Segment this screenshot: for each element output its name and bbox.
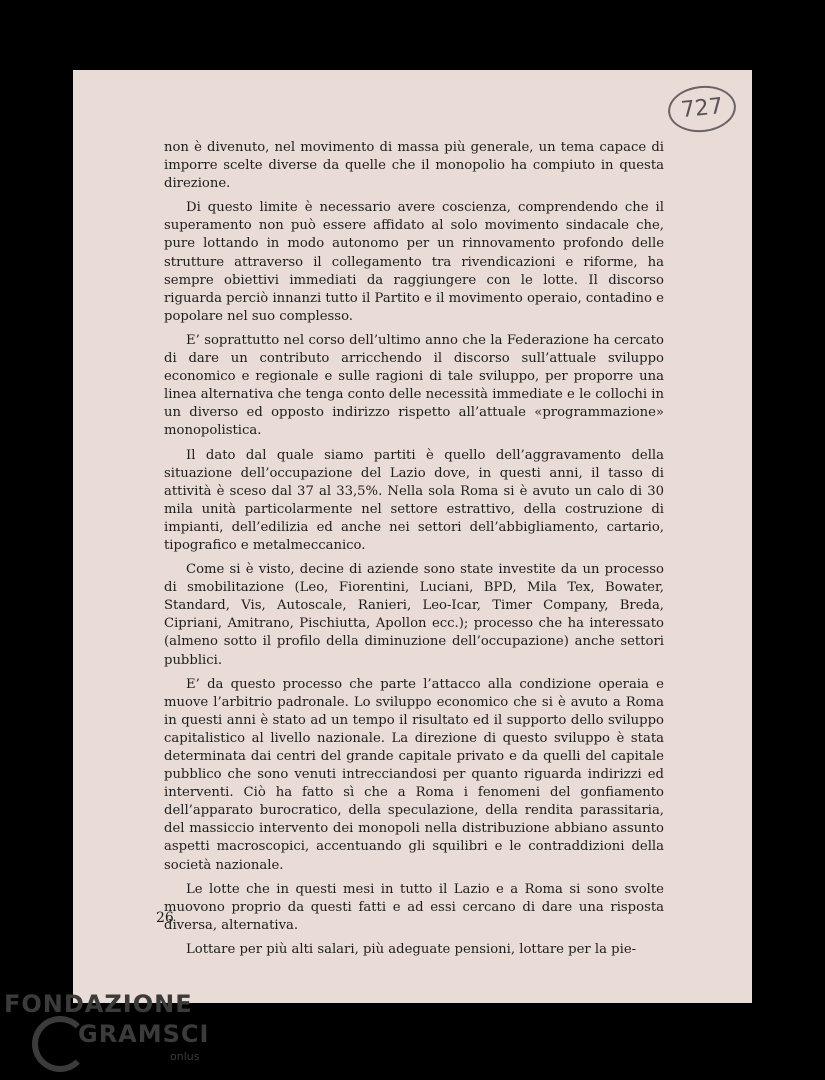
paragraph: non è divenuto, nel movimento di massa più generale, un tema capace di imporre scelte diverse da quelle che il monopolio ha compiuto in questa direzione. — [164, 140, 664, 192]
body-text — [164, 139, 664, 965]
watermark-line1: FONDAZIONE — [4, 990, 193, 1018]
paragraph: Di questo limite è necessario avere coscienza, comprendendo che il superamento non può essere affidato al solo movimento sindacale che, pure lottando in modo autonomo per un rinnovamento profondo delle strutture attraverso il collegamento tra rivendicazioni e riforme, ha sempre obiettivi immediati da raggiungere con le lotte. Il discorso riguarda perciò innanzi tutto il Partito e il movimento operaio, contadino e popolare nel suo complesso. — [164, 200, 664, 324]
paragraph: E’ soprattutto nel corso dell’ultimo anno che la Federazione ha cercato di dare un contributo arricchendo il discorso sull’attuale sviluppo economico e regionale e sulle ragioni di tale sviluppo, per proporre una linea alternativa che tenga conto delle necessità immediate e le collochi in un diverso ed opposto indirizzo rispetto all’attuale «programmazione» monopolistica. — [164, 332, 664, 439]
page-number: 26 — [156, 910, 174, 926]
watermark-mark — [32, 1014, 210, 1074]
paragraph: Come si è visto, decine di aziende sono state investite da un processo di smobilitazione (Leo, Fiorentini, Luciani, BPD, Mila Tex, Bowater, Standard, Vis, Autoscale, Ranieri, Leo-Icar, Timer Company, Breda, Cipriani, Amitrano, Pischiutta, Apollon ecc.); processo che ha interessato (almeno sotto il profilo della diminuzione dell’occupazione) anche settori pubblici. — [164, 562, 664, 668]
paragraph: Lottare per più alti salari, più adeguate pensioni, lottare per la pie- — [186, 941, 637, 957]
paragraph: Le lotte che in questi mesi in tutto il Lazio e a Roma si sono svolte muovono proprio da questi fatti e ad essi cercano di dare una risposta diversa, alternativa. — [164, 881, 664, 933]
handwritten-page-annotation: 727 — [666, 83, 738, 136]
paragraph: Il dato dal quale siamo partiti è quello dell’aggravamento della situazione dell’occupazione del Lazio dove, in questi anni, il tasso di attività è sceso dal 37 al 33,5%. Nella sola Roma si è avuto un calo di 30 mila unità particolarmente nel settore estrattivo, della costruzione di impianti, dell’edilizia ed anche nei settori dell’abbigliamento, cartario, tipografico e metalmeccanico. — [164, 447, 664, 553]
paragraph: E’ da questo processo che parte l’attacco alla condizione operaia e muove l’arbitrio padronale. Lo sviluppo economico che si è avuto a Roma in questi anni è stato ad un tempo il risultato ed il supporto dello sviluppo capitalistico al livello nazionale. La direzione di questo sviluppo è stata determinata dai centri del grande capitale privato e da quelli del capitale pubblico che sono venuti intrecciandosi per quanto riguarda indirizzi ed interventi. Ciò ha fatto sì che a Roma i fenomeni del gonfiamento dell’apparato burocratico, della speculazione, della rendita parassitaria, del massiccio intervento dei monopoli nella distribuzione abbiano assunto aspetti macroscopici, accentuando gli squilibri e le contraddizioni della società nazionale. — [164, 676, 664, 873]
watermark-line2: GRAMSCI — [78, 1020, 210, 1048]
watermark-logo — [0, 990, 210, 1075]
watermark-line3: onlus — [170, 1050, 200, 1063]
